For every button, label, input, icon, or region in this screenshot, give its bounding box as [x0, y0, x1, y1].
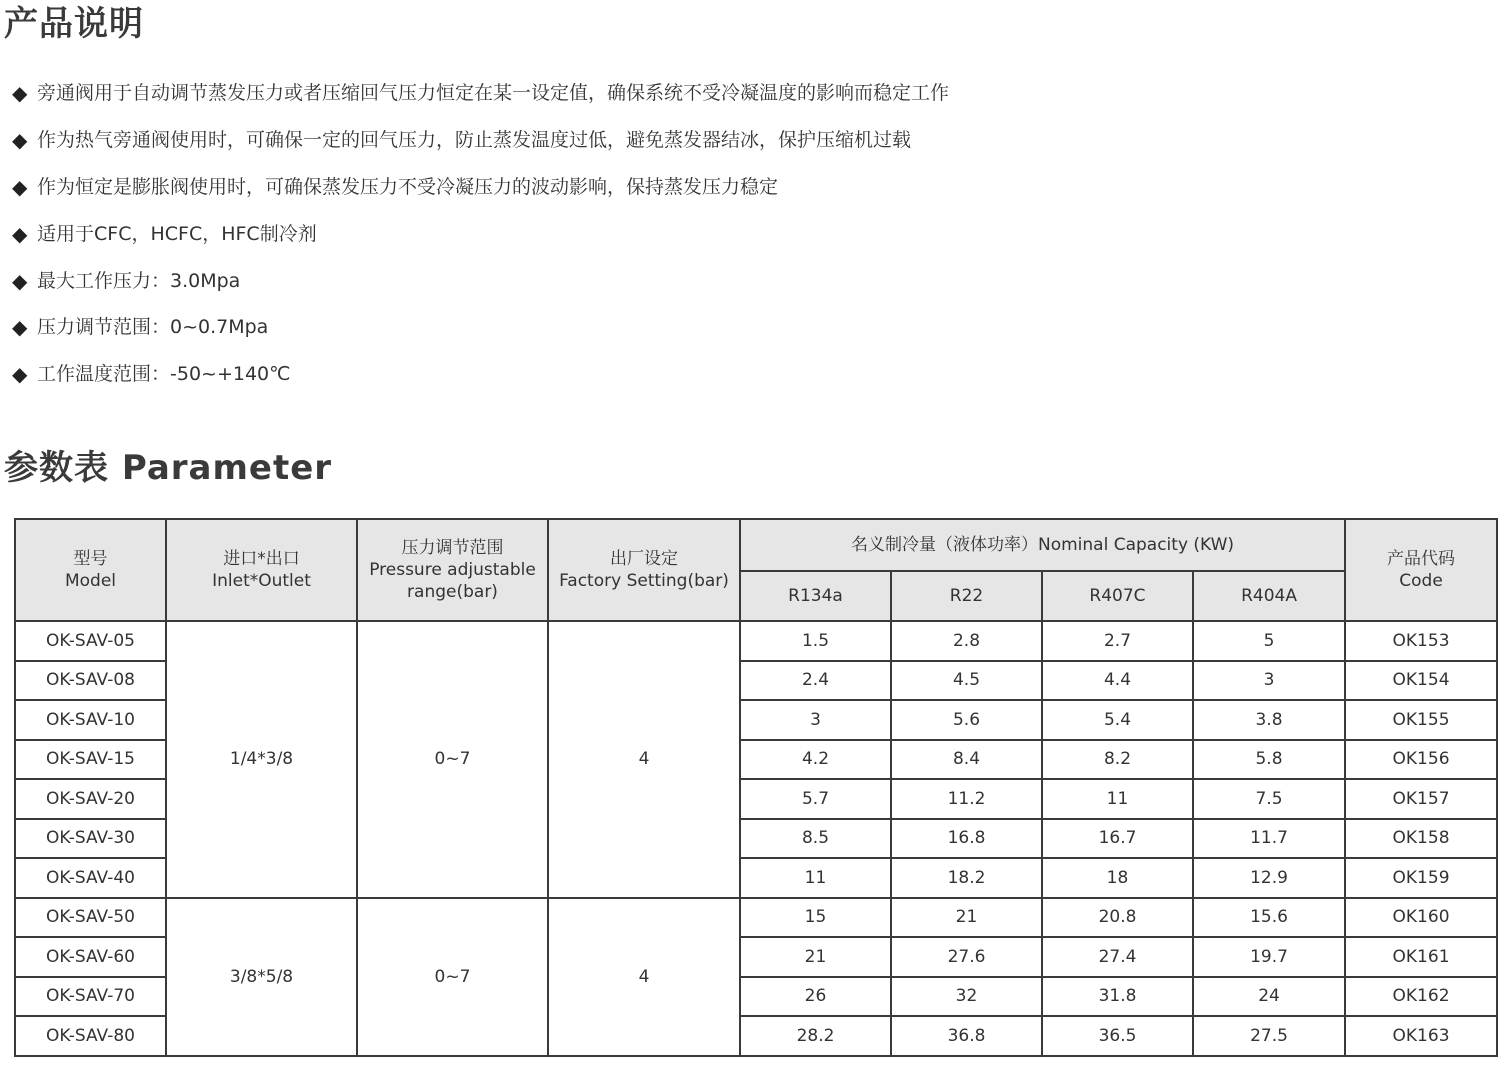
code-cell: OK156 [1345, 740, 1497, 780]
capacity-cell-r134a: 28.2 [740, 1016, 891, 1056]
pressure-range-cell: 0~7 [357, 621, 548, 898]
capacity-cell-r407c: 5.4 [1042, 700, 1193, 740]
header-line: Model [64, 571, 117, 591]
model-cell: OK-SAV-05 [15, 621, 166, 661]
refrigerant-header-r407c: R407C [1042, 571, 1193, 621]
code-cell: OK163 [1345, 1016, 1497, 1056]
feature-text: 作为热气旁通阀使用时，可确保一定的回气压力，防止蒸发温度过低，避免蒸发器结冰，保护压缩机过载 [37, 129, 912, 152]
capacity-cell-r404a: 3.8 [1193, 700, 1345, 740]
capacity-cell-r404a: 7.5 [1193, 779, 1345, 819]
header-line: 压力调节范围 [401, 538, 504, 558]
capacity-cell-r134a: 26 [740, 977, 891, 1017]
capacity-cell-r404a: 19.7 [1193, 937, 1345, 977]
code-cell: OK162 [1345, 977, 1497, 1017]
refrigerant-header-r22: R22 [891, 571, 1042, 621]
code-cell: OK154 [1345, 661, 1497, 701]
header-line: Factory Setting(bar) [559, 571, 729, 591]
capacity-cell-r134a: 11 [740, 858, 891, 898]
model-cell: OK-SAV-50 [15, 898, 166, 938]
pressure-range-cell: 0~7 [357, 898, 548, 1056]
capacity-cell-r404a: 11.7 [1193, 819, 1345, 859]
code-header [1345, 519, 1497, 621]
list-item [12, 164, 949, 211]
model-header [15, 519, 166, 621]
parameter-table-title: 参数表 Parameter [4, 448, 333, 488]
feature-text: 工作温度范围：-50~+140℃ [37, 363, 291, 386]
capacity-cell-r134a: 4.2 [740, 740, 891, 780]
capacity-cell-r134a: 3 [740, 700, 891, 740]
capacity-cell-r22: 18.2 [891, 858, 1042, 898]
capacity-cell-r134a: 15 [740, 898, 891, 938]
diamond-bullet-icon: ◆ [12, 362, 28, 387]
capacity-cell-r134a: 5.7 [740, 779, 891, 819]
capacity-cell-r22: 32 [891, 977, 1042, 1017]
model-cell: OK-SAV-80 [15, 1016, 166, 1056]
header-line: 产品代码 [1387, 549, 1456, 569]
capacity-cell-r407c: 27.4 [1042, 937, 1193, 977]
header-line: Pressure adjustable [369, 560, 536, 580]
capacity-cell-r407c: 18 [1042, 858, 1193, 898]
capacity-cell-r22: 16.8 [891, 819, 1042, 859]
model-cell: OK-SAV-10 [15, 700, 166, 740]
pressure-range-header [357, 519, 548, 621]
inlet-outlet-cell: 1/4*3/8 [166, 621, 357, 898]
feature-text: 旁通阀用于自动调节蒸发压力或者压缩回气压力恒定在某一设定值，确保系统不受冷凝温度的影响而稳定工作 [37, 82, 950, 105]
feature-text: 适用于CFC，HCFC，HFC制冷剂 [37, 222, 317, 245]
capacity-cell-r404a: 24 [1193, 977, 1345, 1017]
capacity-cell-r134a: 21 [740, 937, 891, 977]
capacity-cell-r404a: 5 [1193, 621, 1345, 661]
capacity-cell-r407c: 11 [1042, 779, 1193, 819]
capacity-cell-r22: 11.2 [891, 779, 1042, 819]
header-line: 进口*出口 [223, 549, 300, 569]
capacity-cell-r404a: 15.6 [1193, 898, 1345, 938]
list-item [12, 257, 949, 304]
inlet-outlet-cell: 3/8*5/8 [166, 898, 357, 1056]
parameter-table [14, 518, 1498, 1057]
code-cell: OK157 [1345, 779, 1497, 819]
code-cell: OK160 [1345, 898, 1497, 938]
diamond-bullet-icon: ◆ [12, 315, 28, 340]
capacity-cell-r134a: 2.4 [740, 661, 891, 701]
capacity-cell-r22: 36.8 [891, 1016, 1042, 1056]
header-line: 型号 [73, 549, 108, 569]
capacity-cell-r134a: 1.5 [740, 621, 891, 661]
header-line: range(bar) [407, 582, 498, 602]
code-cell: OK161 [1345, 937, 1497, 977]
feature-text: 最大工作压力：3.0Mpa [37, 269, 241, 292]
feature-text: 作为恒定是膨胀阀使用时，可确保蒸发压力不受冷凝压力的波动影响，保持蒸发压力稳定 [37, 175, 779, 198]
parameter-table-body [15, 621, 1497, 1056]
list-item [12, 70, 949, 117]
model-cell: OK-SAV-60 [15, 937, 166, 977]
capacity-cell-r22: 4.5 [891, 661, 1042, 701]
factory-setting-header [548, 519, 740, 621]
model-cell: OK-SAV-30 [15, 819, 166, 859]
factory-setting-cell: 4 [548, 621, 740, 898]
table-row [15, 898, 1497, 938]
nominal-capacity-header: 名义制冷量（液体功率）Nominal Capacity (KW) [740, 519, 1345, 571]
capacity-cell-r22: 5.6 [891, 700, 1042, 740]
table-row [15, 621, 1497, 661]
capacity-cell-r407c: 2.7 [1042, 621, 1193, 661]
model-cell: OK-SAV-15 [15, 740, 166, 780]
factory-setting-cell: 4 [548, 898, 740, 1056]
header-line: Inlet*Outlet [212, 571, 311, 591]
model-cell: OK-SAV-70 [15, 977, 166, 1017]
capacity-cell-r22: 21 [891, 898, 1042, 938]
capacity-cell-r407c: 20.8 [1042, 898, 1193, 938]
feature-text: 压力调节范围：0~0.7Mpa [37, 316, 269, 339]
capacity-cell-r404a: 27.5 [1193, 1016, 1345, 1056]
capacity-cell-r404a: 3 [1193, 661, 1345, 701]
header-line: Code [1399, 571, 1443, 591]
list-item [12, 304, 949, 351]
code-cell: OK159 [1345, 858, 1497, 898]
capacity-cell-r407c: 8.2 [1042, 740, 1193, 780]
header-line: 出厂设定 [610, 549, 678, 569]
product-feature-list [12, 70, 949, 398]
product-description-title: 产品说明 [4, 4, 144, 44]
capacity-cell-r22: 27.6 [891, 937, 1042, 977]
diamond-bullet-icon: ◆ [12, 221, 28, 246]
capacity-cell-r407c: 36.5 [1042, 1016, 1193, 1056]
diamond-bullet-icon: ◆ [12, 268, 28, 293]
list-item [12, 351, 949, 398]
model-cell: OK-SAV-40 [15, 858, 166, 898]
capacity-cell-r407c: 31.8 [1042, 977, 1193, 1017]
diamond-bullet-icon: ◆ [12, 81, 28, 106]
diamond-bullet-icon: ◆ [12, 128, 28, 153]
refrigerant-header-r134a: R134a [740, 571, 891, 621]
model-cell: OK-SAV-20 [15, 779, 166, 819]
model-cell: OK-SAV-08 [15, 661, 166, 701]
inlet-outlet-header [166, 519, 357, 621]
diamond-bullet-icon: ◆ [12, 174, 28, 199]
capacity-cell-r404a: 5.8 [1193, 740, 1345, 780]
capacity-cell-r404a: 12.9 [1193, 858, 1345, 898]
list-item [12, 117, 949, 164]
capacity-cell-r134a: 8.5 [740, 819, 891, 859]
capacity-cell-r407c: 16.7 [1042, 819, 1193, 859]
code-cell: OK155 [1345, 700, 1497, 740]
code-cell: OK158 [1345, 819, 1497, 859]
capacity-cell-r22: 8.4 [891, 740, 1042, 780]
code-cell: OK153 [1345, 621, 1497, 661]
list-item [12, 210, 949, 257]
capacity-cell-r22: 2.8 [891, 621, 1042, 661]
refrigerant-header-r404a: R404A [1193, 571, 1345, 621]
capacity-cell-r407c: 4.4 [1042, 661, 1193, 701]
